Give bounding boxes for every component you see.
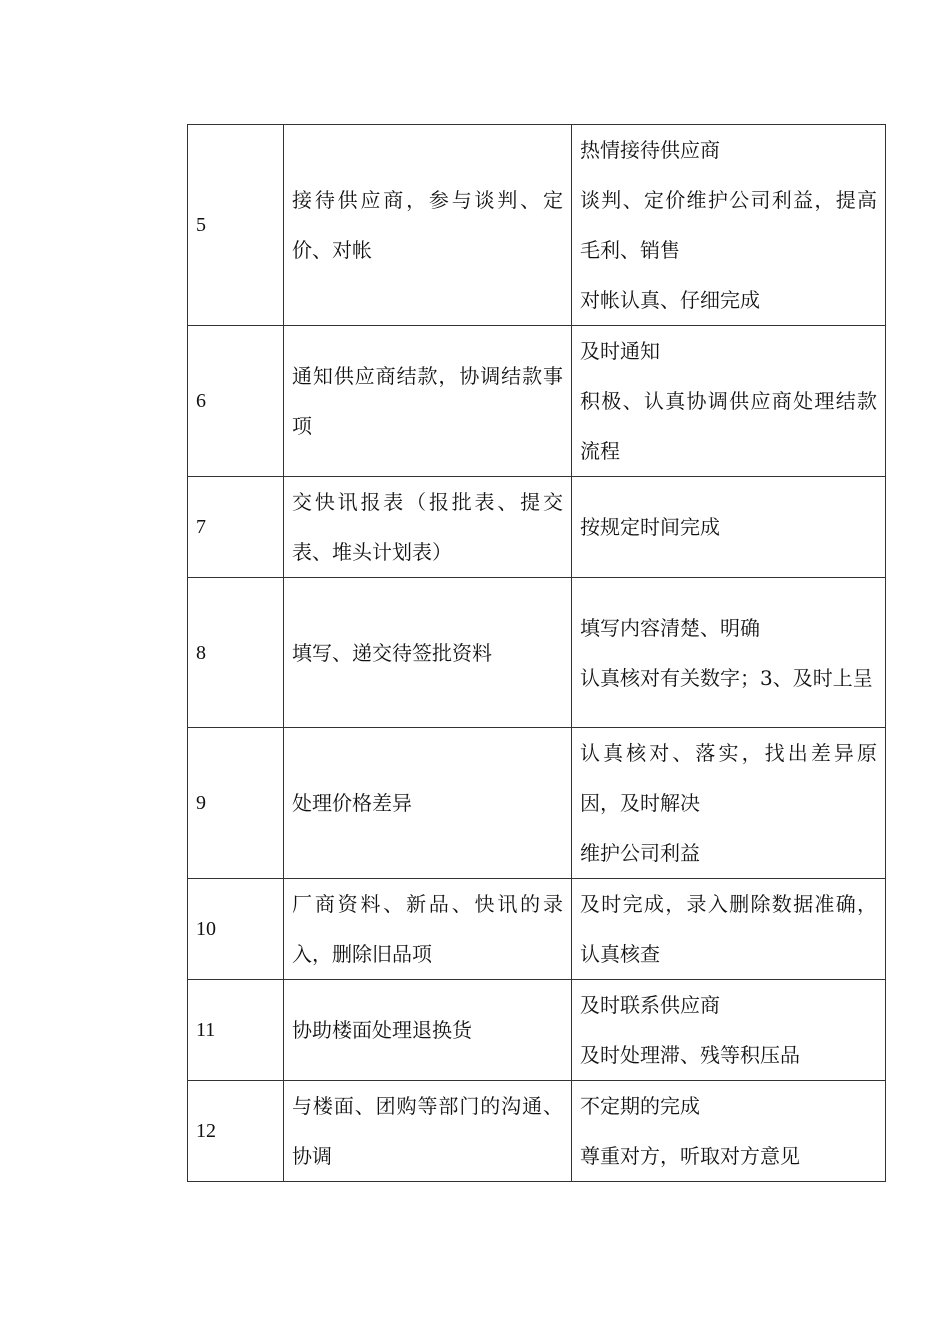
requirements-cell (572, 980, 886, 1081)
table-row (188, 879, 886, 980)
requirement-line: 及时完成，录入删除数据准确，认真核查 (580, 892, 877, 966)
requirements-cell (572, 879, 886, 980)
task-cell: 处理价格差异 (284, 728, 572, 879)
row-number: 10 (188, 879, 284, 980)
row-number: 5 (188, 125, 284, 326)
requirements-cell (572, 477, 886, 578)
task-cell: 厂商资料、新品、快讯的录入，删除旧品项 (284, 879, 572, 980)
requirement-line: 及时通知 (580, 339, 660, 363)
requirements-cell (572, 728, 886, 879)
requirement-line: 及时处理滞、残等积压品 (580, 1043, 800, 1067)
row-number: 8 (188, 578, 284, 728)
row-number: 7 (188, 477, 284, 578)
row-number: 11 (188, 980, 284, 1081)
requirement-line: 热情接待供应商 (580, 138, 720, 162)
requirements-cell (572, 125, 886, 326)
row-number: 6 (188, 326, 284, 477)
requirement-line: 及时联系供应商 (580, 993, 720, 1017)
table-row (188, 125, 886, 326)
table-row (188, 578, 886, 728)
task-cell: 填写、递交待签批资料 (284, 578, 572, 728)
requirements-cell (572, 326, 886, 477)
task-cell: 交快讯报表（报批表、提交表、堆头计划表） (284, 477, 572, 578)
requirement-line: 对帐认真、仔细完成 (580, 288, 760, 312)
task-cell: 接待供应商，参与谈判、定价、对帐 (284, 125, 572, 326)
table-row (188, 1081, 886, 1182)
requirement-line: 认真核对、落实，找出差异原因，及时解决 (580, 741, 877, 815)
requirement-line: 维护公司利益 (580, 841, 700, 865)
table-row (188, 728, 886, 879)
requirement-line: 谈判、定价维护公司利益，提高毛利、销售 (580, 188, 877, 262)
table-row (188, 326, 886, 477)
requirement-line: 积极、认真协调供应商处理结款流程 (580, 389, 877, 463)
row-number: 9 (188, 728, 284, 879)
requirement-line: 尊重对方，听取对方意见 (580, 1144, 800, 1168)
requirement-line: 按规定时间完成 (580, 515, 720, 539)
row-number: 12 (188, 1081, 284, 1182)
requirements-cell (572, 1081, 886, 1182)
requirement-line: 不定期的完成 (580, 1094, 700, 1118)
requirements-cell (572, 578, 886, 728)
requirement-line: 认真核对有关数字；3、及时上呈 (580, 665, 873, 690)
requirement-line: 填写内容清楚、明确 (580, 615, 760, 640)
table-row (188, 477, 886, 578)
table-row (188, 980, 886, 1081)
task-cell: 协助楼面处理退换货 (284, 980, 572, 1081)
task-cell: 通知供应商结款，协调结款事项 (284, 326, 572, 477)
task-cell: 与楼面、团购等部门的沟通、协调 (284, 1081, 572, 1182)
duties-table (187, 124, 886, 1182)
